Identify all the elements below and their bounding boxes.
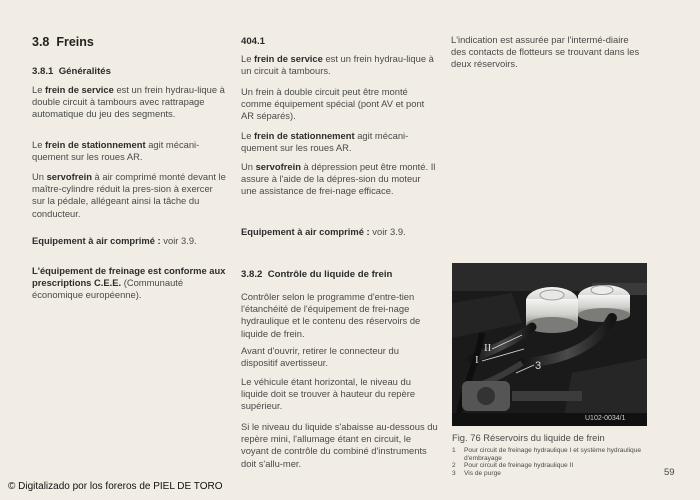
text-run: Le bbox=[241, 53, 255, 64]
text-run: à air comprimé monté devant le maître-cylindre réduit la pres-sion à exercer sur la pédale, allégeant ainsi la tâche du conducteur. bbox=[32, 171, 226, 219]
legend-item bbox=[452, 447, 652, 462]
paragraph bbox=[241, 291, 438, 340]
text-run: Le bbox=[32, 84, 46, 95]
text-run: à dépression peut être monté. Il assure à l'aide de la dépres-sion du moteur une assistance de frei-nage efficace. bbox=[241, 161, 436, 197]
text-run: L'indication est assurée par l'intermé-diaire des contacts de flotteurs se trouvant dans les deux réservoirs. bbox=[451, 34, 640, 70]
text-run: Avant d'ouvrir, retirer le connecteur du dispositif avertisseur. bbox=[241, 345, 399, 369]
callout-label: II bbox=[484, 342, 492, 354]
bold-term: frein de stationnement bbox=[45, 139, 146, 150]
page-number: 59 bbox=[664, 467, 675, 478]
bold-term: frein de service bbox=[45, 84, 114, 95]
text-run: Un bbox=[241, 161, 256, 172]
subsection-number: 3.8.1 bbox=[32, 66, 54, 77]
legend-item bbox=[452, 462, 652, 470]
bold-term: frein de stationnement bbox=[254, 130, 355, 141]
text-run: agit mécani-quement sur les roues AR. bbox=[32, 139, 200, 163]
paragraph bbox=[32, 84, 227, 121]
legend-number: 1 bbox=[452, 447, 456, 454]
section-number: 3.8 bbox=[32, 35, 50, 49]
paragraph bbox=[32, 171, 227, 220]
text-run: Si le niveau du liquide s'abaisse au-dessous du repère mini, l'allumage étant en circuit, le voyant de contrôle du combiné d'instruments doit s'allu-mer. bbox=[241, 421, 438, 469]
model-heading: 404.1 bbox=[241, 36, 266, 47]
legend-text: Pour circuit de freinage hydraulique I et système hydraulique d'embrayage bbox=[464, 447, 642, 462]
engine-bay-illustration bbox=[452, 263, 647, 426]
paragraph bbox=[241, 376, 438, 413]
subsection-heading bbox=[32, 66, 111, 77]
text-run: Le véhicule étant horizontal, le niveau du liquide doit se trouver à hauteur du repère supérieur. bbox=[241, 376, 416, 412]
bold-term: Equipement à air comprimé : bbox=[241, 226, 370, 237]
figure-caption: Fig. 76 Réservoirs du liquide de frein bbox=[452, 432, 605, 443]
legend-text: Pour circuit de freinage hydraulique II bbox=[464, 462, 574, 469]
legend-number: 3 bbox=[452, 469, 456, 477]
text-run: Un bbox=[32, 171, 47, 182]
callout-label: 3 bbox=[535, 360, 542, 372]
text-run: Le bbox=[32, 139, 46, 150]
photo-code: U102-0034/1 bbox=[585, 415, 626, 422]
text-run: est un frein hydrau-lique à un circuit à tambours. bbox=[241, 53, 434, 77]
paragraph bbox=[451, 34, 646, 71]
callout-label: I bbox=[475, 354, 479, 366]
subsection-number: 3.8.2 bbox=[241, 269, 263, 280]
figure-photo bbox=[452, 263, 647, 426]
text-run: Le bbox=[241, 130, 255, 141]
bold-term: Equipement à air comprimé : bbox=[32, 235, 161, 246]
paragraph bbox=[32, 265, 227, 302]
subsection-title: Généralités bbox=[58, 66, 111, 77]
subsection-title: Contrôle du liquide de frein bbox=[267, 269, 393, 280]
legend-item bbox=[452, 470, 652, 478]
legend-text: Vis de purge bbox=[464, 469, 501, 477]
section-title: Freins bbox=[56, 35, 94, 49]
bold-term: servofrein bbox=[255, 161, 301, 172]
paragraph bbox=[241, 226, 438, 238]
paragraph bbox=[32, 139, 227, 163]
text-run: voir 3.9. bbox=[369, 226, 406, 237]
paragraph bbox=[241, 86, 438, 123]
section-heading bbox=[32, 35, 94, 49]
text-run: (Communauté économique européenne). bbox=[32, 277, 184, 301]
text-run: Un frein à double circuit peut être monté comme équipement spécial (pont AV et pont AR séparés). bbox=[241, 86, 425, 122]
bold-term: frein de service bbox=[254, 53, 323, 64]
text-run: est un frein hydrau-lique à double circuit à tambours avec rattrapage automatique du jeu des segments. bbox=[32, 84, 225, 120]
bold-term: servofrein bbox=[46, 171, 92, 182]
text-run: agit mécani-quement sur les roues AR. bbox=[241, 130, 409, 154]
scan-credit: © Digitalizado por los foreros de PIEL DE TORO bbox=[8, 481, 223, 492]
text-run: Contrôler selon le programme d'entre-tien l'étanchéité de l'équipement de frei-nage hydraulique et le contenu des réservoirs de liquide de frein. bbox=[241, 291, 421, 339]
paragraph bbox=[241, 53, 438, 77]
paragraph bbox=[241, 421, 438, 470]
paragraph bbox=[241, 130, 438, 154]
bold-term: L'équipement de freinage est conforme aux prescriptions C.E.E. bbox=[32, 265, 226, 289]
paragraph bbox=[32, 235, 227, 247]
paragraph bbox=[241, 161, 438, 198]
text-run: voir 3.9. bbox=[160, 235, 197, 246]
subsection-heading bbox=[241, 269, 392, 280]
paragraph bbox=[241, 345, 438, 369]
figure-legend bbox=[452, 447, 652, 477]
legend-number: 2 bbox=[452, 462, 456, 469]
